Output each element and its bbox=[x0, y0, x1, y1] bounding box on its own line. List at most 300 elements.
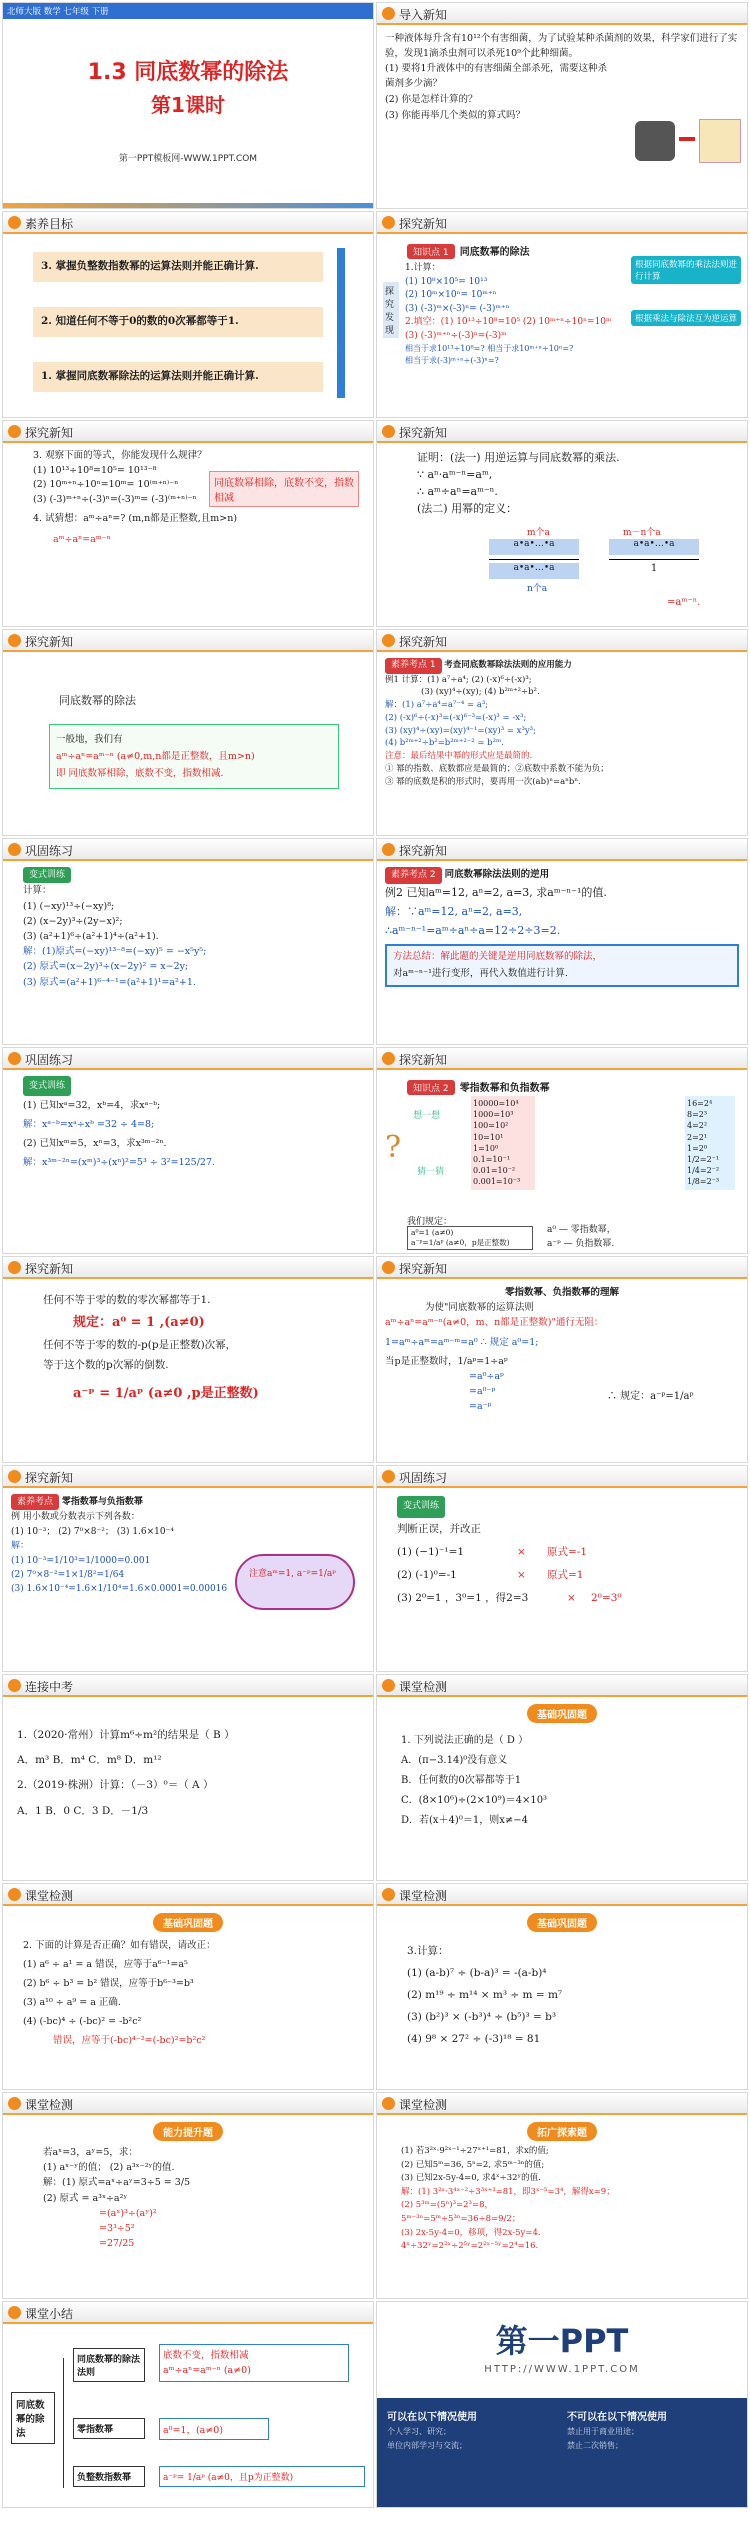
bulb-icon bbox=[8, 2306, 21, 2319]
slide-header bbox=[3, 1466, 373, 1488]
ability-solution-4: =3³÷5² bbox=[99, 2222, 135, 2234]
topic-title: 考查同底数幂除法法则的应用能力 bbox=[444, 660, 572, 670]
explore-solution-1: 解：(1) 3²ˣ·3⁴ˣ⁻²÷3³ˣ⁺³=81，即3ˣ⁻⁵=3⁴，解得x=9； bbox=[401, 2186, 615, 2197]
header-title: 课堂检测 bbox=[25, 2098, 74, 2112]
bulb-icon bbox=[382, 1470, 395, 1483]
solution-3: (3) (xy)⁴÷(xy)=(xy)⁴⁻¹=(xy)³ = x³y³; bbox=[385, 725, 536, 736]
example-line-1: 例1 计算：(1) a⁷÷a⁴; (2) (-x)⁶÷(-x)³; bbox=[385, 674, 532, 685]
definition-1: a⁰=1 (a≠0) bbox=[411, 1228, 454, 1237]
power-item: 0.01=10⁻² bbox=[473, 1166, 516, 1176]
power-item: 1000=10³ bbox=[473, 1110, 514, 1120]
brand-url: HTTP://WWW.1PPT.COM bbox=[484, 2364, 640, 2375]
slide-check-5 bbox=[376, 2092, 748, 2299]
header-title: 素养目标 bbox=[25, 217, 74, 231]
summary-branch-3: 负整数指数幂 bbox=[73, 2466, 145, 2487]
statement-3: (3) 2⁰=1 ，3⁰=1 ，得2=3 bbox=[397, 1592, 529, 1605]
explore-solution-5: 4ˣ÷32ʸ=2²ˣ÷2⁵ʸ=2²ˣ⁻⁵ʸ=2⁴=16. bbox=[401, 2241, 539, 2252]
think-label: 想一想 bbox=[413, 1111, 441, 1121]
bulb-icon bbox=[8, 634, 21, 647]
option-c: C．(8×10⁶)÷(2×10⁹)＝4×10³ bbox=[401, 1795, 548, 1806]
observe-question: 3. 观察下面的等式，你能发现什么规律？ bbox=[33, 450, 207, 461]
slide-header bbox=[3, 212, 373, 234]
slide-practice-3 bbox=[376, 1465, 748, 1672]
slide-header bbox=[377, 839, 747, 861]
understand-1: 为使"同底数幂的运算法则 bbox=[425, 1302, 534, 1314]
result-numerator: a•a•…•a bbox=[609, 539, 699, 555]
slide-body bbox=[23, 1076, 365, 1247]
example-items: (1) 10⁻³； (2) 7⁰×8⁻²； (3) 1.6×10⁻⁴ bbox=[11, 1526, 174, 1537]
calc-3: (3) (-3)ᵐ×(-3)ⁿ= (-3)ᵐ⁺ⁿ bbox=[405, 303, 510, 314]
ability-solution-2: (2) 原式 = a³ˣ÷a²ʸ bbox=[43, 2192, 128, 2204]
slide-body bbox=[17, 1723, 365, 1874]
power-item: 4=2² bbox=[687, 1121, 708, 1131]
slide-header bbox=[3, 839, 373, 861]
practice-question: 计算： bbox=[23, 885, 52, 897]
slide-example-3 bbox=[2, 1465, 374, 1672]
correction-2: 原式=1 bbox=[547, 1568, 584, 1581]
knowledge-title: 同底数幂的除法 bbox=[459, 247, 530, 258]
ability-solution-1: 解：(1) 原式=aˣ÷aʸ=3÷5 = 3/5 bbox=[43, 2177, 191, 2189]
guess-question: 4. 试猜想：aᵐ÷aⁿ=? (m,n都是正整数,且m>n) bbox=[33, 512, 238, 524]
slide-explore-1 bbox=[376, 211, 748, 418]
slide-header bbox=[3, 1048, 373, 1070]
slide-body bbox=[23, 1936, 365, 2083]
item-2: (2) (x−2y)³÷(2y−x)²; bbox=[23, 915, 123, 927]
rule-negative: a⁻ᵖ = 1/aᵖ (a≠0 ,p是正整数) bbox=[73, 1385, 259, 1401]
calc-row-3: (3) (b²)³ × (-b³)⁴ ÷ (b⁵)³ = b³ bbox=[407, 2011, 557, 2024]
item-1: (1) (−xy)¹³÷(−xy)⁸; bbox=[23, 900, 115, 912]
knowledge-tag bbox=[407, 240, 530, 259]
example-text: 例2 已知aᵐ=12, aⁿ=2, a=3, 求aᵐ⁻ⁿ⁻¹的值. bbox=[385, 886, 607, 900]
correction-1: 原式=-1 bbox=[547, 1545, 588, 1558]
header-title: 课堂检测 bbox=[399, 1680, 448, 1694]
bulb-icon bbox=[8, 2097, 21, 2110]
site-label: 第一PPT模板网-WWW.1PPT.COM bbox=[118, 154, 258, 164]
definition-2: a⁻ᵖ=1/aᵖ (a≠0，p是正整数) bbox=[411, 1238, 510, 1247]
header-title: 探究新知 bbox=[399, 1262, 448, 1276]
note-cloud: 注意aᵐ=1, a⁻ᵖ=1/aᵖ bbox=[235, 1554, 355, 1610]
summary-rule-2: a⁰=1，(a≠0) bbox=[159, 2418, 269, 2440]
rule-line-3: 即 同底数幂相除，底数不变，指数相减. bbox=[56, 768, 224, 780]
power-item: 10=10¹ bbox=[473, 1132, 504, 1142]
wrong-mark: × bbox=[517, 1568, 526, 1581]
bulb-icon bbox=[382, 1052, 395, 1065]
rule-title: 同底数幂的除法 bbox=[59, 694, 136, 707]
method-box bbox=[385, 944, 739, 986]
wrong-mark: × bbox=[517, 1545, 526, 1558]
practice-tag: 变式训练 bbox=[23, 1076, 71, 1096]
level-banner: 基础巩固题 bbox=[527, 1913, 597, 1932]
slide-body bbox=[385, 867, 739, 1038]
slide-header bbox=[377, 1257, 747, 1279]
power-list-right bbox=[685, 1096, 735, 1190]
solution-4: (4) b²ᵐ⁺²÷b²=b²ᵐ⁺²⁻² = b²ᵐ. bbox=[385, 738, 504, 749]
judge-row-1 bbox=[397, 1541, 739, 1564]
can-use-1: 个人学习、研究； bbox=[387, 2427, 451, 2436]
topic-tag: 素养考点 bbox=[11, 1494, 59, 1510]
header-title: 课堂检测 bbox=[25, 1889, 74, 1903]
slide-header bbox=[377, 1884, 747, 1906]
bulb-icon bbox=[8, 1052, 21, 1065]
solution-2: (2) 7⁰×8⁻²=1×1/8²=1/64 bbox=[11, 1569, 125, 1580]
practice-tag: 变式训练 bbox=[23, 867, 71, 883]
power-item: 2=2¹ bbox=[687, 1132, 708, 1142]
question-mark-icon: ? bbox=[385, 1130, 402, 1165]
banner-wrap bbox=[3, 1912, 373, 1932]
rule-zero: 规定：a⁰ = 1 ,(a≠0) bbox=[73, 1314, 205, 1330]
exam-question-1: 1.（2020·常州）计算m⁶÷m²的结果是（ B ） bbox=[17, 1729, 235, 1741]
slide-practice-1 bbox=[2, 838, 374, 1045]
calc-2: (2) 10ᵐ×10ⁿ= 10ᵐ⁺ⁿ bbox=[405, 290, 497, 300]
slide-header bbox=[3, 1884, 373, 1906]
summary-branch-line bbox=[63, 2358, 64, 2488]
bulb-icon bbox=[382, 1888, 395, 1901]
header-title: 连接中考 bbox=[25, 1680, 74, 1694]
power-item: 0.001=10⁻³ bbox=[473, 1177, 521, 1187]
statement-2: (2) (-1)⁰=-1 bbox=[397, 1568, 457, 1581]
slide-understand bbox=[376, 1256, 748, 1463]
fill-4: 相当于求(-3)ᵐ⁺ⁿ÷(-3)ⁿ=? bbox=[405, 356, 499, 365]
explore-question-1: (1) 若3²ˣ·9²ˣ⁻¹÷27ˣ⁺¹=81，求x的值; bbox=[401, 2146, 549, 2156]
bulb-icon bbox=[382, 1679, 395, 1692]
slide-header bbox=[377, 1675, 747, 1697]
judge-row-2 bbox=[397, 1564, 739, 1587]
answer-1: 解：xᵃ⁻ᵇ=xᵃ÷xᵇ =32 ÷ 4=8; bbox=[23, 1119, 155, 1130]
item-3: (3) (a²+1)⁶÷(a²+1)⁴÷(a²+1). bbox=[23, 930, 159, 942]
goal-2-text: 2. 知道任何不等于0的数的0次幂都等于1. bbox=[41, 315, 239, 327]
arrow-icon bbox=[679, 137, 695, 141]
slide-brand bbox=[376, 2301, 748, 2508]
proof-3: ∴ aᵐ÷aⁿ=aᵐ⁻ⁿ. bbox=[417, 485, 498, 499]
result-final: =aᵐ⁻ⁿ. bbox=[667, 597, 701, 608]
summary-rule-3: a⁻ᵖ= 1/aᵖ (a≠0，且p为正整数) bbox=[159, 2466, 365, 2487]
solution-1: (1) 10⁻³=1/10³=1/1000=0.001 bbox=[11, 1555, 151, 1566]
level-banner: 基础巩固题 bbox=[527, 1704, 597, 1723]
slide-header bbox=[3, 2302, 373, 2324]
exam-options-2: A．1 B．0 C．3 D．－1/3 bbox=[17, 1804, 149, 1817]
solution-3: (3) 原式=(a²+1)⁶⁻⁴⁻¹=(a²+1)¹=a²+1. bbox=[23, 976, 196, 988]
option-a: A．(π−3.14)⁰没有意义 bbox=[401, 1755, 508, 1766]
question-1: (1) 要将1升液体中的有害细菌全部杀死，需要这种杀菌剂多少滴？ bbox=[385, 63, 608, 90]
solution-1: 解：(1)原式=(−xy)¹³⁻⁸=(−xy)⁵ = −x⁵y⁵; bbox=[23, 946, 207, 958]
proof-2: ∵ aⁿ·aᵐ⁻ⁿ=aᵐ, bbox=[417, 468, 493, 482]
understand-2: aᵐ÷aⁿ=aᵐ⁻ⁿ(a≠0，m、n都是正整数)"通行无阻： bbox=[385, 1317, 604, 1329]
check-row-3: (3) a¹⁰ ÷ a⁹ = a 正确. bbox=[23, 1997, 121, 2008]
header-title: 课堂小结 bbox=[25, 2307, 74, 2321]
slide-header bbox=[377, 212, 747, 234]
power-item: 100=10² bbox=[473, 1121, 509, 1131]
header-title: 探究新知 bbox=[25, 635, 74, 649]
level-banner: 基础巩固题 bbox=[153, 1913, 223, 1932]
title-main: 1.3 同底数幂的除法 bbox=[87, 60, 289, 85]
slide-body bbox=[407, 1940, 739, 2083]
solution-label: 解： bbox=[11, 1541, 30, 1552]
statement-1: (1) (−1)⁻¹=1 bbox=[397, 1545, 465, 1558]
header-title: 探究新知 bbox=[399, 426, 448, 440]
question-2: (2) 已知xᵐ=5，xⁿ=3，求x³ᵐ⁻²ⁿ. bbox=[23, 1138, 167, 1149]
header-title: 探究新知 bbox=[399, 635, 448, 649]
fill-2: (3) (-3)ᵐ⁺ⁿ÷(-3)ⁿ=(-3)ᵐ bbox=[405, 330, 507, 341]
equation-2: (2) 10ᵐ⁺ⁿ÷10ⁿ=10ᵐ= 10⁽ᵐ⁺ⁿ⁾⁻ⁿ bbox=[33, 479, 179, 491]
fill-1: 2.填空：(1) 10¹³÷10⁸=10⁵ (2) 10ᵐ⁺ⁿ÷10ⁿ=10ᵐ bbox=[405, 317, 612, 327]
summary-branch-1: 同底数幂的除法法则 bbox=[73, 2348, 145, 2382]
slide-header bbox=[3, 630, 373, 652]
slide-define bbox=[2, 1256, 374, 1463]
equation-3: (3) (-3)ᵐ⁺ⁿ÷(-3)ⁿ=(-3)ᵐ= (-3)⁽ᵐ⁺ⁿ⁾⁻ⁿ bbox=[33, 494, 197, 506]
bulb-icon bbox=[382, 843, 395, 856]
slide-header bbox=[377, 1466, 747, 1488]
ability-solution-5: =27/25 bbox=[99, 2238, 135, 2250]
knowledge-label: 知识点 1 bbox=[407, 244, 455, 259]
slide-header bbox=[3, 2093, 373, 2115]
bulb-icon bbox=[8, 843, 21, 856]
power-item: 1=10⁰ bbox=[473, 1143, 499, 1153]
rule-line-1: 一般地，我们有 bbox=[56, 734, 123, 745]
calc-row-2: (2) m¹⁹ ÷ m¹⁴ × m³ ÷ m = m⁷ bbox=[407, 1989, 563, 2002]
cannot-use-1: 禁止用于商业用途； bbox=[567, 2427, 639, 2436]
knowledge-tag bbox=[407, 1076, 550, 1095]
bulb-icon bbox=[382, 216, 395, 229]
header-title: 探究新知 bbox=[399, 217, 448, 231]
can-use-2: 单位内部学习与交流； bbox=[387, 2441, 467, 2450]
slide-example-2 bbox=[376, 838, 748, 1045]
understand-title: 零指数幂、负指数幂的理解 bbox=[504, 1287, 619, 1298]
check-row-1: (1) a⁶ ÷ a¹ = a 错误，应等于a⁶⁻¹=a⁵ bbox=[23, 1959, 188, 1970]
knowledge-label: 知识点 2 bbox=[407, 1080, 455, 1095]
slide-proof bbox=[376, 420, 748, 627]
banner-wrap bbox=[377, 2121, 747, 2141]
slide-header bbox=[377, 2093, 747, 2115]
example-text: 例 用小数或分数表示下列各数： bbox=[11, 1512, 140, 1523]
power-item: 1/4=2⁻² bbox=[687, 1166, 720, 1176]
topic-title: 零指数幂与负指数幂 bbox=[61, 1497, 143, 1507]
calc-row-4: (4) 9⁸ × 27² ÷ (-3)¹⁸ = 81 bbox=[407, 2033, 541, 2046]
slide-body bbox=[385, 31, 739, 202]
slide-body bbox=[397, 1494, 739, 1665]
equation-1: (1) 10¹³÷10⁸=10⁵= 10¹³⁻⁸ bbox=[33, 464, 157, 476]
power-item: 8=2³ bbox=[687, 1110, 708, 1120]
slide-header bbox=[377, 630, 747, 652]
ability-solution-3: =(aˣ)³÷(aʸ)² bbox=[99, 2207, 157, 2219]
slide-goals bbox=[2, 211, 374, 418]
proof-4: (法二) 用幂的定义： bbox=[417, 502, 518, 516]
banner-wrap bbox=[3, 2121, 373, 2141]
rule-text-3: 等于这个数的p次幂的倒数. bbox=[43, 1358, 169, 1371]
header-title: 巩固练习 bbox=[25, 844, 74, 858]
header-title: 探究新知 bbox=[25, 1262, 74, 1276]
bulb-icon bbox=[8, 425, 21, 438]
bulb-icon bbox=[8, 216, 21, 229]
power-item: 1/8=2⁻³ bbox=[687, 1177, 720, 1187]
slide-header bbox=[377, 1048, 747, 1070]
fill-3: 相当于求10¹³÷10⁸=? 相当于求10ᵐ⁺ⁿ÷10ⁿ=? bbox=[405, 344, 574, 353]
power-item: 16=2⁴ bbox=[687, 1099, 713, 1108]
goal-3-text: 3. 掌握负整数指数幂的运算法则并能正确计算. bbox=[41, 260, 259, 272]
note-title: 注意：最后结果中幂的形式应是最简的. bbox=[385, 751, 533, 761]
topic-tag: 素养考点 1 bbox=[385, 658, 442, 674]
hint-bubble-1: 根据同底数幂的乘法法则进行计算 bbox=[631, 256, 741, 284]
understand-3: 1=aᵐ÷aᵐ=aᵐ⁻ᵐ=a⁰ ∴ 规定 a⁰=1; bbox=[385, 1336, 539, 1348]
solution-2: (2) 原式=(x−2y)³÷(x−2y)² = x−2y; bbox=[23, 961, 189, 973]
rule-box: 同底数幂相除，底数不变，指数相减 bbox=[209, 471, 359, 507]
summary-root: 同底数幂的除法 bbox=[11, 2392, 55, 2444]
label-n-a: n个a bbox=[527, 584, 548, 594]
slide-header bbox=[3, 1675, 373, 1697]
slide-rule bbox=[2, 629, 374, 836]
question-3: (3) 你能再举几个类似的算式吗？ bbox=[385, 109, 525, 121]
rule-text-2: 任何不等于零的数的-p(p是正整数)次幂， bbox=[43, 1338, 237, 1351]
bulb-icon bbox=[382, 2097, 395, 2110]
term-1: a⁰ — 零指数幂， bbox=[547, 1225, 616, 1235]
method-1: 方法总结：解此题的关键是逆用同底数幂的除法， bbox=[393, 951, 603, 963]
ability-question: 若aˣ=3，aʸ=5，求： bbox=[43, 2147, 138, 2158]
publisher-label: 北师大版 数学 七年级 下册 bbox=[7, 7, 109, 17]
slide-check-4 bbox=[2, 2092, 374, 2299]
question-2: (2) 你是怎样计算的？ bbox=[385, 93, 478, 105]
calc-row-1: (1) (a-b)⁷ ÷ (b-a)³ = -(a-b)⁴ bbox=[407, 1967, 547, 1980]
power-item: 1/2=2⁻¹ bbox=[687, 1154, 720, 1164]
header-title: 课堂检测 bbox=[399, 1889, 448, 1903]
title-sub: 第1课时 bbox=[151, 93, 225, 117]
cannot-use-title: 不可以在以下情况使用 bbox=[567, 2412, 667, 2423]
solution-2: (2) (-x)⁶÷(-x)³=(-x)⁶⁻³=(-x)³ = -x³; bbox=[385, 712, 527, 723]
guess-label: 猜一猜 bbox=[417, 1167, 445, 1177]
slide-body bbox=[43, 1285, 365, 1456]
proof-1: 证明：(法一) 用逆运算与同底数幂的乘法. bbox=[417, 451, 620, 464]
correction-3: 2⁰=3⁰ bbox=[591, 1592, 622, 1605]
header-title: 巩固练习 bbox=[25, 1053, 74, 1067]
label-m-a: m个a bbox=[527, 528, 550, 538]
label-mn-a: m－n个a bbox=[623, 528, 661, 538]
slide-exam bbox=[2, 1674, 374, 1881]
bulb-icon bbox=[8, 1679, 21, 1692]
slide-header bbox=[3, 1257, 373, 1279]
rule-line-2: aᵐ÷aⁿ=aᵐ⁻ⁿ (a≠0,m,n都是正整数，且m>n) bbox=[56, 751, 255, 763]
microscope-icon bbox=[635, 121, 675, 161]
slide-zero-negative bbox=[376, 1047, 748, 1254]
header-title: 探究新知 bbox=[25, 426, 74, 440]
solution-3: (3) 1.6×10⁻⁴=1.6×1/10⁴=1.6×0.0001=0.00016 bbox=[11, 1584, 228, 1595]
slide-body bbox=[401, 2145, 739, 2292]
slide-header bbox=[377, 421, 747, 443]
understand-4: 当p是正整数时，1/aᵖ=1÷aᵖ bbox=[385, 1355, 508, 1367]
stair-arrow-icon bbox=[337, 248, 345, 398]
summary-rule-1b: aᵐ÷aⁿ=aᵐ⁻ⁿ (a≠0) bbox=[163, 2365, 251, 2377]
explore-solution-4: (3) 2x-5y-4=0，移项，得2x-5y=4. bbox=[401, 2227, 541, 2238]
result-line bbox=[609, 559, 699, 560]
power-item: 0.1=10⁻¹ bbox=[473, 1154, 511, 1164]
slide-summary bbox=[2, 2301, 374, 2508]
bulb-icon bbox=[8, 1470, 21, 1483]
example-line-2: (3) (xy)⁴÷(xy); (4) b²ᵐ⁺²÷b². bbox=[421, 687, 540, 698]
slide-check-1 bbox=[376, 1674, 748, 1881]
slide-intro bbox=[376, 2, 748, 209]
judge-row-3 bbox=[397, 1587, 739, 1610]
wrong-mark: × bbox=[567, 1592, 576, 1605]
footer-bar bbox=[3, 203, 373, 208]
topic-title: 同底数幂除法法则的逆用 bbox=[444, 869, 550, 880]
knowledge-title: 零指数幂和负指数幂 bbox=[459, 1083, 550, 1094]
exam-options-1: A．m³ B．m⁴ C．m⁸ D．m¹² bbox=[17, 1754, 162, 1767]
result-one: 1 bbox=[650, 563, 658, 574]
define-label: 我们规定： bbox=[407, 1217, 453, 1227]
exam-question-2: 2.（2019·株洲）计算：（－3）⁰＝（ A ） bbox=[17, 1779, 214, 1792]
goal-3 bbox=[33, 252, 323, 282]
slide-check-2 bbox=[2, 1883, 374, 2090]
header-title: 巩固练习 bbox=[399, 1471, 448, 1485]
slide-header bbox=[3, 421, 373, 443]
header-title: 探究新知 bbox=[399, 1053, 448, 1067]
bulb-icon bbox=[382, 7, 395, 20]
check-row-4: (4) (-bc)⁴ ÷ (-bc)² = -b²c² bbox=[23, 2016, 142, 2027]
judge-question: 判断正误，并改正 bbox=[397, 1522, 481, 1535]
check-row-2: (2) b⁶ ÷ b³ = b² 错误，应等于b⁶⁻³=b³ bbox=[23, 1978, 194, 1989]
rule-box bbox=[49, 724, 339, 789]
bulb-icon bbox=[382, 634, 395, 647]
bulb-icon bbox=[382, 1261, 395, 1274]
check-row-5: 错误，应等于(-bc)⁴⁻²=(-bc)²=b²c² bbox=[53, 2035, 206, 2046]
summary-rule-1a: 底数不变，指数相减 bbox=[163, 2350, 249, 2361]
slide-title bbox=[2, 2, 374, 209]
level-banner: 拓广探索题 bbox=[527, 2122, 597, 2141]
term-2: a⁻ᵖ — 负指数幂. bbox=[547, 1239, 615, 1249]
power-list-left bbox=[471, 1096, 535, 1190]
slide-practice-2 bbox=[2, 1047, 374, 1254]
define-negative: ∴ 规定：a⁻ᵖ=1/aᵖ bbox=[607, 1391, 694, 1402]
goal-1-text: 1. 掌握同底数幂除法的运算法则并能正确计算. bbox=[41, 370, 259, 382]
explore-solution-3: 5ᵐ⁻³ⁿ=5ᵐ÷5³ⁿ=36÷8=9/2； bbox=[401, 2213, 521, 2224]
bulb-icon bbox=[8, 1261, 21, 1274]
header-title: 导入新知 bbox=[399, 8, 448, 22]
rule-text-1: 任何不等于零的数的零次幂都等于1. bbox=[43, 1294, 211, 1306]
explore-solution-2: (2) 5³ᵐ=(5ⁿ)³=2³=8， bbox=[401, 2200, 493, 2211]
bulb-icon bbox=[382, 425, 395, 438]
check-question: 1. 下列说法正确的是（ D ） bbox=[401, 1735, 529, 1746]
practice-tag: 变式训练 bbox=[397, 1496, 445, 1518]
topic-tag: 素养考点 2 bbox=[385, 867, 442, 884]
brand-logo: 第一PPT bbox=[495, 2322, 629, 2360]
slide-body bbox=[405, 262, 739, 411]
slide-header bbox=[377, 3, 747, 25]
intro-text: 一种液体每升含有10¹²个有害细菌，为了试验某种杀菌剂的效果，科学家们进行了实验，发现1滴杀虫剂可以杀死10⁹个此种细菌。 bbox=[385, 33, 738, 59]
power-item: 1=2⁰ bbox=[687, 1143, 708, 1153]
header-title: 探究新知 bbox=[399, 844, 448, 858]
answer-2: 解：x³ᵐ⁻²ⁿ=(xᵐ)³÷(xⁿ)²=5³ ÷ 3²=125/27. bbox=[23, 1157, 216, 1168]
slide-explore-2 bbox=[2, 420, 374, 627]
goal-1 bbox=[33, 362, 323, 392]
note-2: ③ 幂的底数是积的形式时，要再用一次(ab)ⁿ=aⁿbⁿ. bbox=[385, 776, 581, 787]
solution-1: 解：∵aᵐ=12, aⁿ=2, a=3, bbox=[385, 904, 523, 918]
calc-label: 1.计算： bbox=[405, 263, 441, 273]
understand-6: =a⁰⁻ᵖ bbox=[469, 1386, 496, 1398]
cannot-use-2: 禁止二次销售； bbox=[567, 2441, 623, 2450]
calc-question: 3.计算： bbox=[407, 1945, 449, 1957]
header-title: 课堂检测 bbox=[399, 2098, 448, 2112]
banner-wrap bbox=[377, 1703, 747, 1723]
slide-body bbox=[43, 2145, 365, 2292]
summary-rule-1 bbox=[159, 2344, 349, 2382]
calc-1: (1) 10⁸×10⁵= 10¹³ bbox=[405, 276, 488, 287]
slide-body bbox=[417, 449, 739, 620]
slide-body bbox=[385, 1285, 739, 1456]
hint-bubble-2: 根据乘法与除法互为逆运算 bbox=[631, 310, 741, 326]
slide-check-3 bbox=[376, 1883, 748, 2090]
ability-items: (1) aˣ⁻ʸ的值； (2) a³ˣ⁻²ʸ的值. bbox=[43, 2162, 175, 2174]
guess-answer: aᵐ÷aⁿ=aᵐ⁻ⁿ bbox=[53, 533, 111, 545]
power-item: 10000=10⁴ bbox=[473, 1099, 519, 1108]
definition-box bbox=[407, 1226, 533, 1250]
check-question: 2. 下面的计算是否正确？如有错误，请改正： bbox=[23, 1940, 216, 1951]
